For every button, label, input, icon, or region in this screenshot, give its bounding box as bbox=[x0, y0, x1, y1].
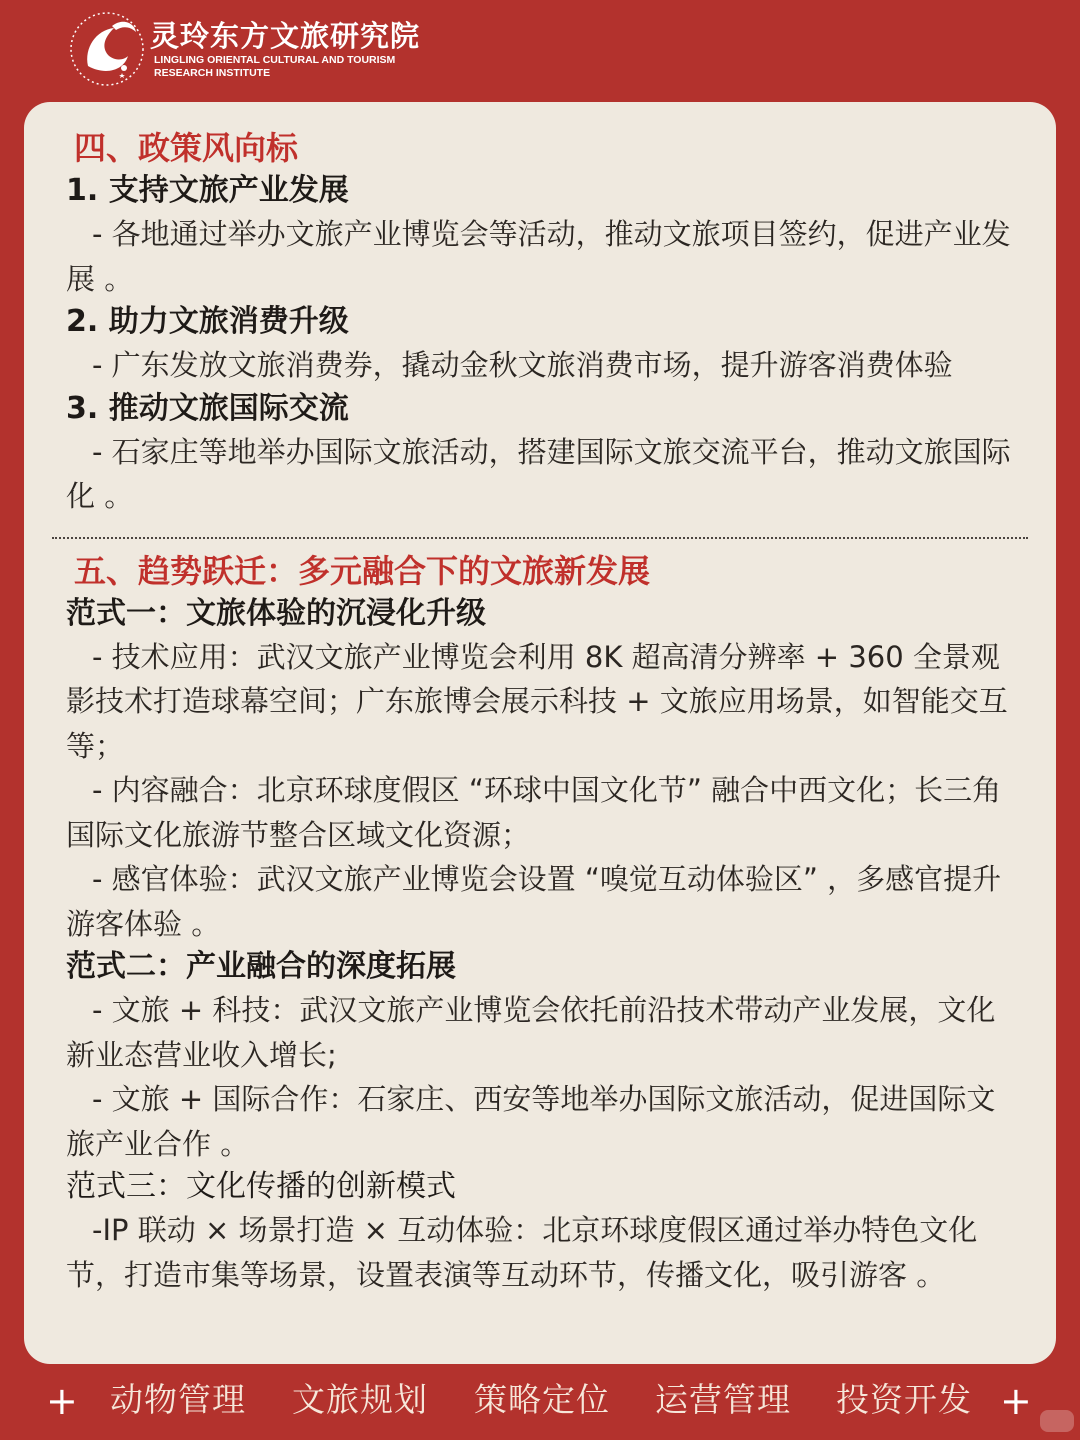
paradigm1-text-1: - 技术应用：武汉文旅产业博览会利用 8K 超高清分辨率 + 360 全景观影技术打造球幕空间；广东旅博会展示科技 + 文旅应用场景，如智能交互等； bbox=[66, 639, 1008, 763]
paradigm1-text-3: - 感官体验：武汉文旅产业博览会设置 “嗅觉互动体验区” ，多感官提升游客体验 。 bbox=[66, 862, 1002, 941]
institute-logo-icon bbox=[66, 8, 148, 90]
footer-item-operation-management[interactable]: 运营管理 bbox=[655, 1380, 791, 1419]
brand-name-en bbox=[154, 54, 414, 80]
policy-item-1-text: - 各地通过举办文旅产业博览会等活动，推动文旅项目签约，促进产业发展 。 bbox=[66, 217, 1011, 296]
brand-en-line2: RESEARCH INSTITUTE bbox=[154, 67, 271, 79]
paradigm2-text-2: - 文旅 + 国际合作：石家庄、西安等地举办国际文旅活动，促进国际文旅产业合作 。 bbox=[66, 1082, 996, 1161]
policy-item-1-heading: 1. 支持文旅产业发展 bbox=[66, 173, 349, 208]
section-divider bbox=[52, 537, 1028, 539]
section4-title: 四、政策风向标 bbox=[74, 129, 299, 167]
policy-item-2-heading: 2. 助力文旅消费升级 bbox=[66, 304, 349, 339]
brand-en-line1: LINGLING ORIENTAL CULTURAL AND TOURISM bbox=[154, 54, 396, 66]
policy-item-3-heading: 3. 推动文旅国际交流 bbox=[66, 390, 349, 426]
paradigm2-text-1: - 文旅 + 科技：武汉文旅产业博览会依托前沿技术带动产业发展，文化新业态营业收入增长; bbox=[66, 993, 996, 1072]
policy-item-3-text: - 石家庄等地举办国际文旅活动，搭建国际文旅交流平台，推动文旅国际化 。 bbox=[66, 434, 1011, 513]
paradigm3-text-1: -IP 联动 × 场景打造 × 互动体验：北京环球度假区通过举办特色文化节，打造市集等场景，设置表演等互动环节，传播文化，吸引游客 。 bbox=[66, 1213, 978, 1292]
footer-item-animal-management[interactable]: 动物管理 bbox=[110, 1380, 246, 1419]
policy-item-2-text: - 广东发放文旅消费券，撬动金秋文旅消费市场，提升游客消费体验 bbox=[92, 348, 953, 382]
footer-item-strategy-positioning[interactable]: 策略定位 bbox=[474, 1380, 610, 1419]
footer-item-investment-development[interactable]: 投资开发 bbox=[836, 1380, 972, 1419]
watermark-badge bbox=[1040, 1410, 1074, 1432]
paradigm1-text-2: - 内容融合：北京环球度假区 “环球中国文化节” 融合中西文化；长三角国际文化旅游节整合区域文化资源； bbox=[66, 773, 1002, 852]
content-card bbox=[24, 102, 1056, 1364]
paradigm3-heading: 范式三：文化传播的创新模式 bbox=[66, 1169, 456, 1204]
header bbox=[0, 0, 1080, 102]
paradigm2-heading: 范式二：产业融合的深度拓展 bbox=[66, 949, 456, 984]
brand-name-cn: 灵玲东方文旅研究院 bbox=[150, 19, 421, 53]
paradigm1-heading: 范式一：文旅体验的沉浸化升级 bbox=[66, 595, 486, 631]
plus-icon-left: + bbox=[46, 1379, 78, 1423]
section5-title: 五、趋势跃迁：多元融合下的文旅新发展 bbox=[74, 551, 651, 590]
plus-icon-right: + bbox=[1000, 1379, 1032, 1423]
footer-bar bbox=[0, 1364, 1080, 1440]
footer-item-tourism-planning[interactable]: 文旅规划 bbox=[292, 1380, 428, 1419]
